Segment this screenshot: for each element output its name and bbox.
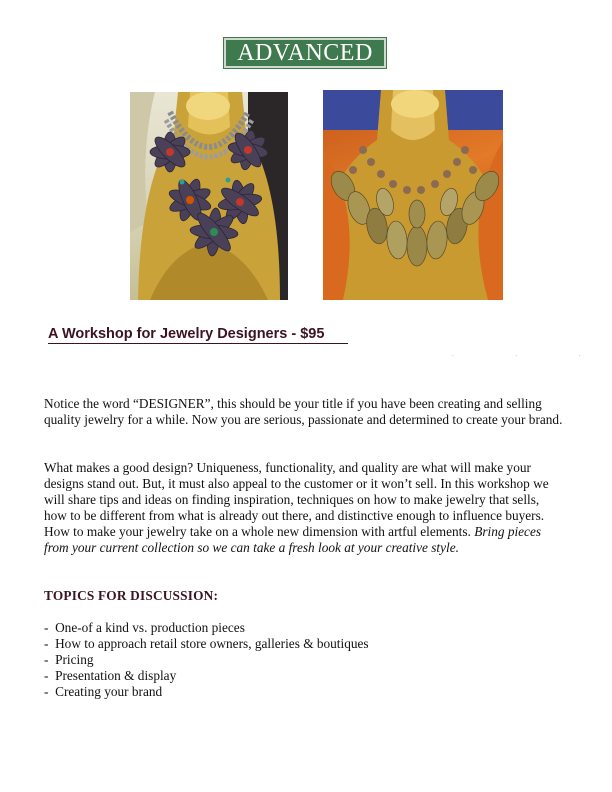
design-paragraph bbox=[44, 460, 564, 556]
badge-text: ADVANCED bbox=[237, 39, 373, 66]
decorative-dots: . . . bbox=[452, 352, 611, 358]
list-item: - One-of a kind vs. production pieces bbox=[44, 620, 369, 636]
workshop-title: A Workshop for Jewelry Designers - $95 bbox=[48, 326, 348, 344]
bring-pieces-note: Bring pieces from your current collection so we can take a fresh look at your creative style. bbox=[44, 524, 542, 555]
flower-necklace-illustration bbox=[130, 92, 288, 300]
jewelry-photo-flower-necklace bbox=[130, 92, 288, 300]
topics-heading: TOPICS FOR DISCUSSION: bbox=[44, 588, 219, 603]
list-item: - Presentation & display bbox=[44, 668, 369, 684]
jewelry-photo-leaf-necklace bbox=[323, 90, 503, 300]
leaf-necklace-illustration bbox=[323, 90, 503, 300]
list-item: - Creating your brand bbox=[44, 684, 369, 700]
design-paragraph-text: What makes a good design? Uniqueness, functionality, and quality are what will make your designs stand out. But, it must also appeal to the customer or it won’t sell. In this workshop we will share tips and ideas on finding inspiration, techniques on how to make jewelry that sells, how to be different from what is already out there, and distinctive enough to influence buyers. How to make your jewelry take on a whole new dimension with artful elements. bbox=[44, 460, 549, 539]
topics-list bbox=[44, 620, 369, 700]
list-item: - Pricing bbox=[44, 652, 369, 668]
intro-paragraph: Notice the word “DESIGNER”, this should be your title if you have been creating and selling quality jewelry for a while. Now you are serious, passionate and determined to create your brand. bbox=[44, 396, 563, 427]
list-item: - How to approach retail store owners, galleries & boutiques bbox=[44, 636, 369, 652]
advanced-badge bbox=[224, 38, 386, 68]
